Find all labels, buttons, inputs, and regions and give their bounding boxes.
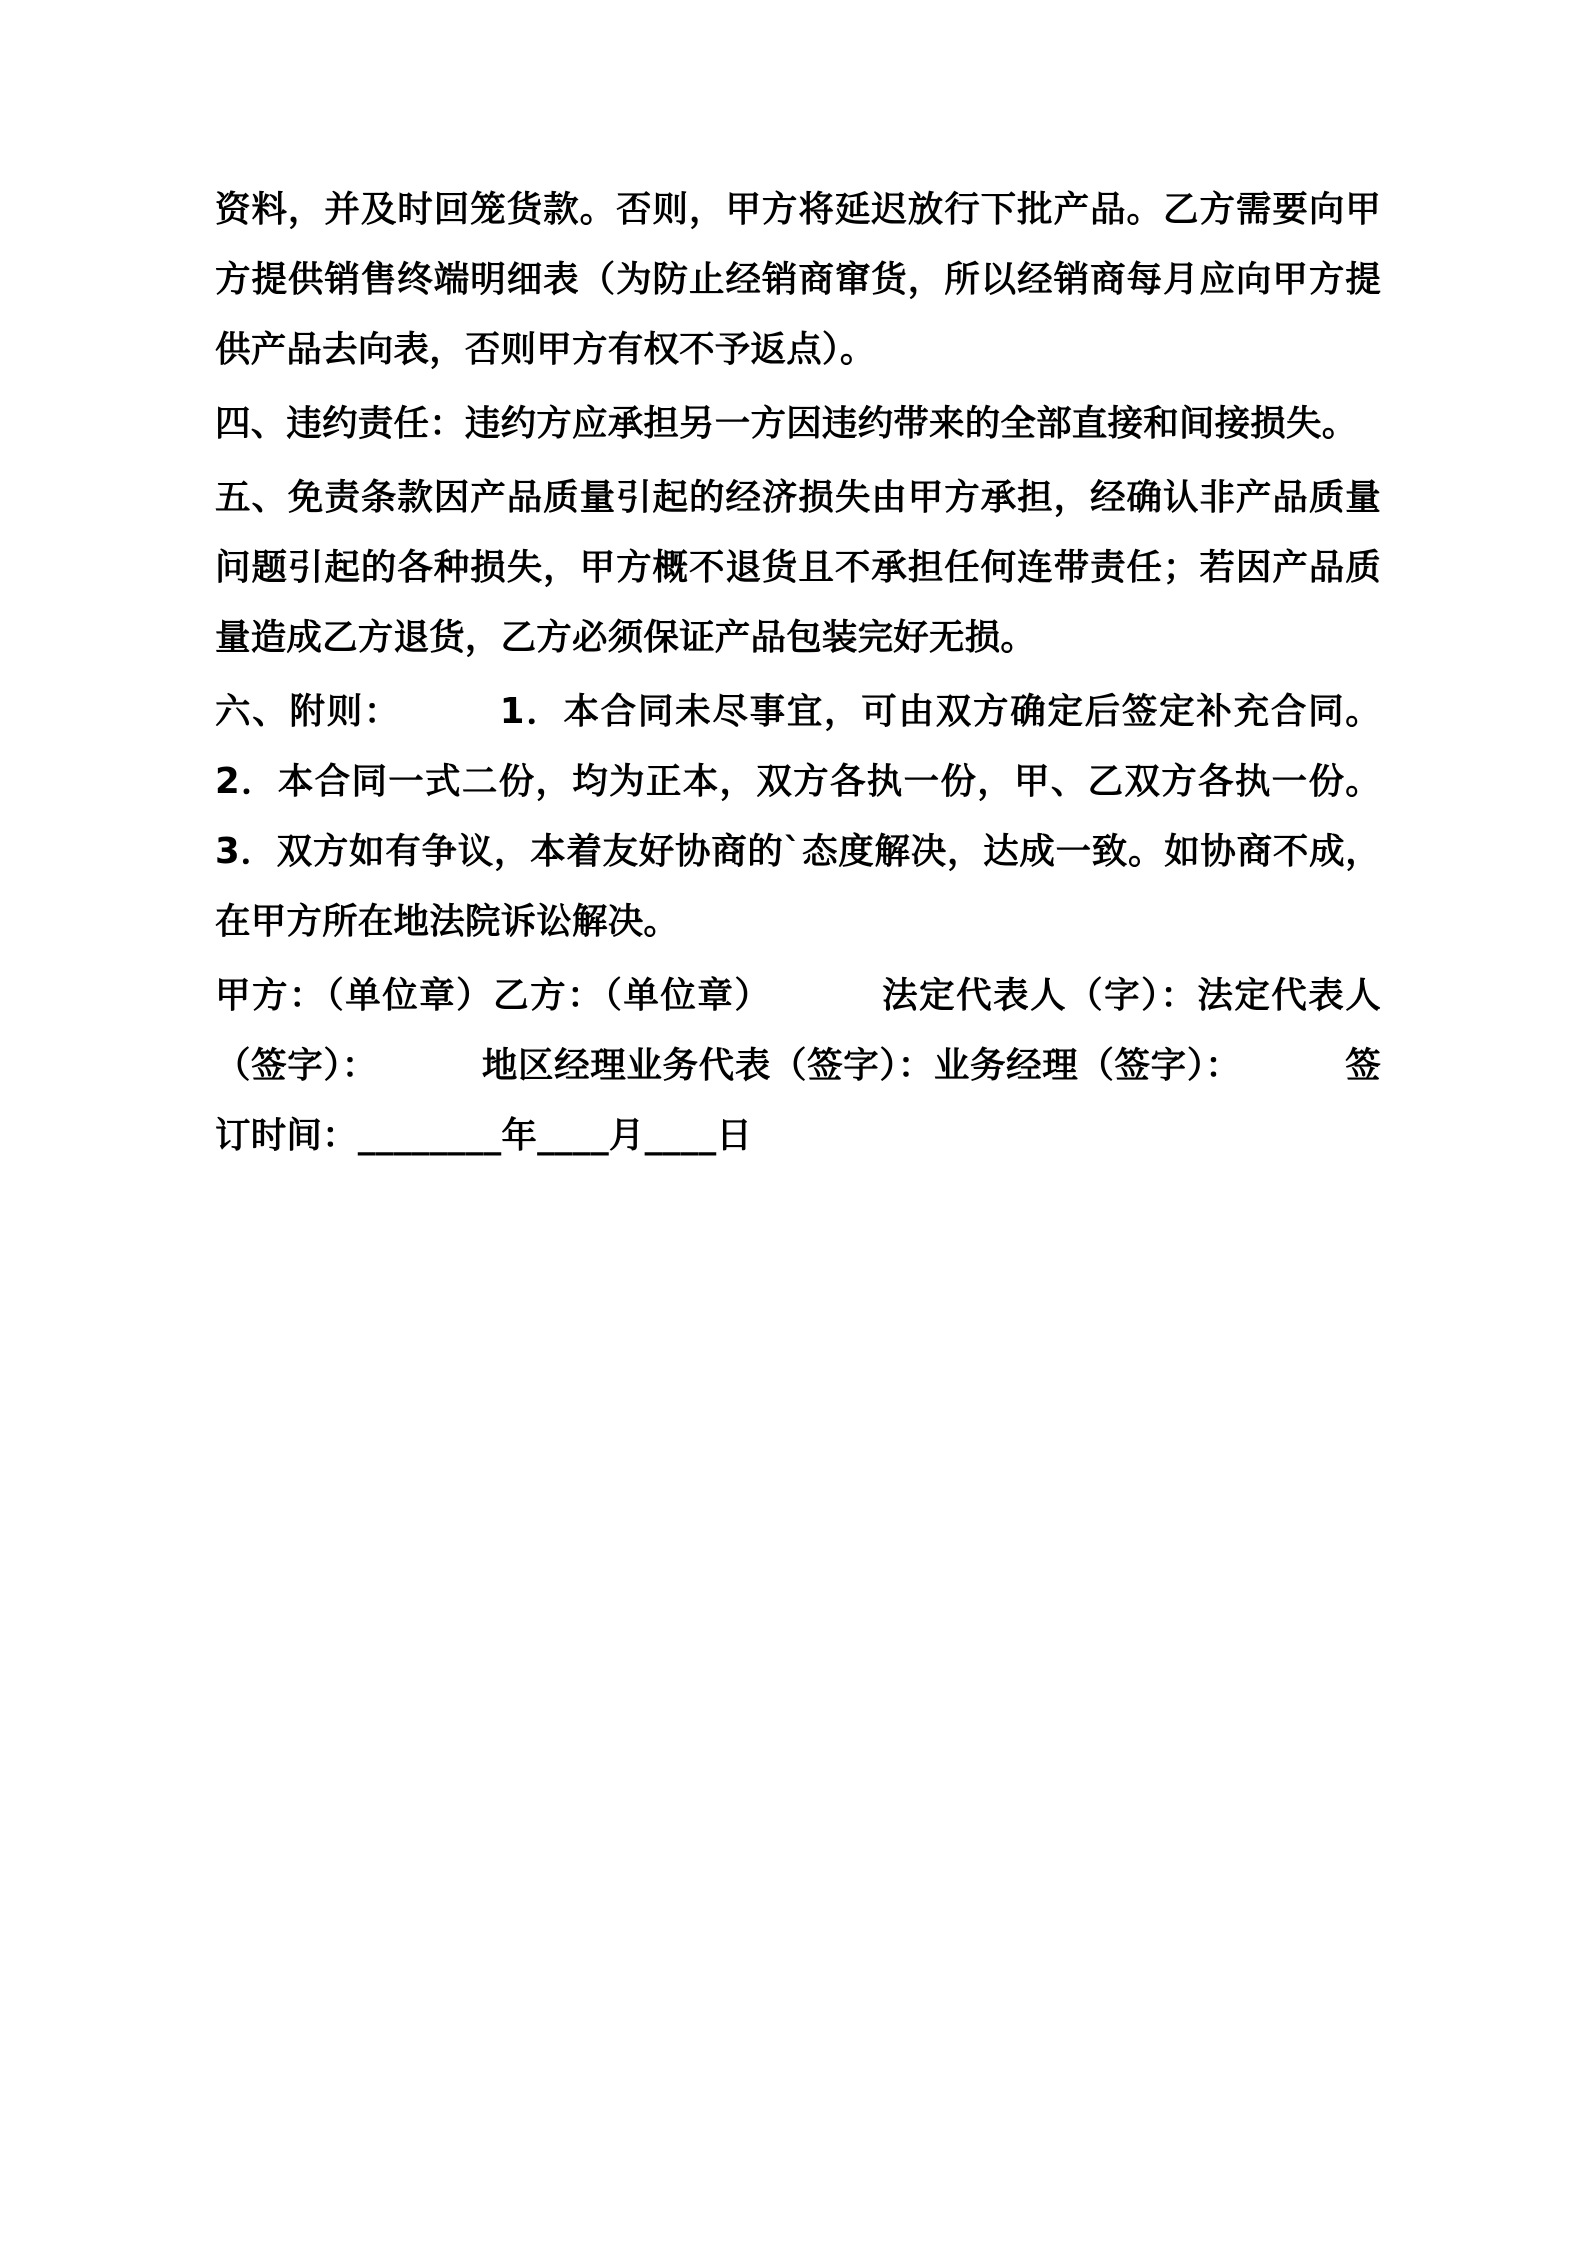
paragraph-supplementary-provisions: 六、附则： 1．本合同未尽事宜，可由双方确定后签定补充合同。 2．本合同一式二份，均为正本，双方各执一份，甲、乙双方各执一份。 3．双方如有争议，本着友好协商的`态度解决，达成一致。如协商不成，在甲方所在地法院诉讼解决。 xyxy=(215,691,1482,942)
paragraph-material-return: 资料，并及时回笼货款。否则，甲方将延迟放行下批产品。乙方需要向甲方提供销售终端明细表（为防止经销商窜货，所以经销商每月应向甲方提供产品去向表，否则甲方有权不予返点）。 xyxy=(215,189,1381,370)
paragraph-breach-liability: 四、违约责任：违约方应承担另一方因违约带来的全部直接和间接损失。 xyxy=(215,403,1358,444)
paragraph-signature-block: 甲方：（单位章）乙方：（单位章） 法定代表人（字）：法定代表人（签字）： 地区经理业务代表（签字）：业务经理（签字）： 签订时间：________年____月____日 xyxy=(215,975,1381,1156)
document-body xyxy=(215,175,1482,1171)
paragraph-exemption-clause: 五、免责条款因产品质量引起的经济损失由甲方承担，经确认非产品质量问题引起的各种损失，甲方概不退货且不承担任何连带责任；若因产品质量造成乙方退货，乙方必须保证产品包装完好无损。 xyxy=(215,477,1381,658)
